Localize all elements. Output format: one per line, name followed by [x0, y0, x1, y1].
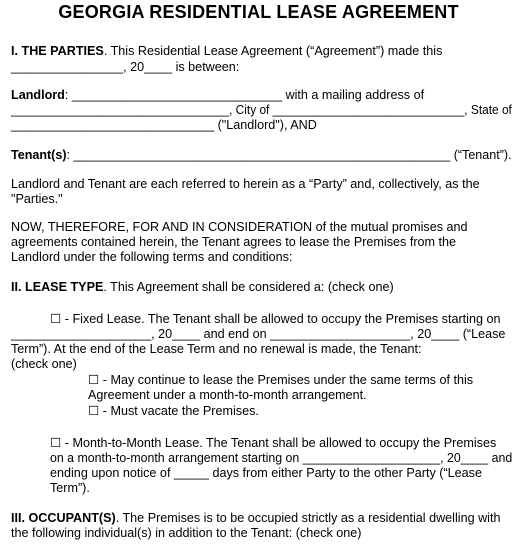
- fixed-lease-line-3: Term”). At the end of the Lease Term and no renewal is made, the Tenant:: [11, 342, 422, 356]
- fixed-option-2-line: [88, 404, 259, 419]
- occupants-text: . The Premises is to be occupied strictly as a residential dwelling with: [115, 511, 501, 525]
- landlord-name-field: : ______________________________ with a mailing address of: [64, 88, 425, 102]
- vacate-premises-checkbox[interactable]: ☐: [88, 404, 100, 418]
- party-def-line-2: "Parties.": [11, 192, 63, 206]
- consideration-line-3: Landlord under the following terms and conditions:: [11, 250, 293, 264]
- lease-type-text: . This Agreement shall be considered a: (check one): [103, 280, 394, 294]
- fixed-lease-text: - Fixed Lease. The Tenant shall be allowed to occupy the Premises starting on: [61, 312, 501, 326]
- party-def-line-1: Landlord and Tenant are each referred to herein as a “Party” and, collectively, as the: [11, 177, 480, 191]
- month-to-month-continue-checkbox[interactable]: ☐: [88, 373, 100, 387]
- lease-type-heading: II. LEASE TYPE: [11, 280, 104, 294]
- landlord-label: Landlord: [11, 88, 65, 102]
- monthly-lease-line-2: on a month-to-month arrangement starting on ____________________, 20____ and: [50, 451, 513, 465]
- occupants-line-2: the following individual(s) in addition to the Tenant: (check one): [11, 526, 362, 540]
- monthly-lease-line-1: [50, 436, 496, 451]
- parties-line-2: ________________, 20____ is between:: [11, 60, 240, 74]
- consideration-line-1: NOW, THEREFORE, FOR AND IN CONSIDERATION of the mutual promises and: [11, 220, 468, 234]
- parties-heading: I. THE PARTIES: [11, 44, 104, 58]
- monthly-lease-text: - Month-to-Month Lease. The Tenant shall be allowed to occupy the Premises: [61, 436, 497, 450]
- fixed-lease-line-2: ____________________, 20____ and end on ____________________, 20____ (“Lease: [11, 327, 506, 341]
- fixed-lease-line-4: (check one): [11, 357, 77, 371]
- landlord-line-2: _________________________________, City of _____________________________, State of: [11, 103, 512, 117]
- fixed-lease-line-1: [50, 312, 500, 327]
- monthly-lease-line-3: ending upon notice of _____ days from either Party to the other Party (“Lease: [50, 466, 482, 480]
- landlord-line-3: _____________________________ ("Landlord"), AND: [11, 118, 317, 132]
- fixed-option-1-text: - May continue to lease the Premises under the same terms of this: [99, 373, 474, 387]
- fixed-lease-checkbox[interactable]: ☐: [50, 312, 62, 326]
- occupants-line-1: [11, 511, 500, 526]
- consideration-line-2: agreements contained herein, the Tenant agrees to lease the Premises from the: [11, 235, 457, 249]
- tenant-name-field: : ______________________________________________________ (“Tenant”).: [66, 148, 512, 162]
- parties-line-1: [11, 44, 442, 59]
- fixed-option-1-line-2: Agreement under a month-to-month arrangement.: [88, 388, 367, 402]
- fixed-option-2-text: - Must vacate the Premises.: [99, 404, 259, 418]
- landlord-line-1: [11, 88, 424, 103]
- document-title: GEORGIA RESIDENTIAL LEASE AGREEMENT: [58, 2, 459, 22]
- tenant-label: Tenant(s): [11, 148, 67, 162]
- lease-type-line: [11, 280, 394, 295]
- occupants-heading: III. OCCUPANT(S): [11, 511, 116, 525]
- parties-text: . This Residential Lease Agreement (“Agreement”) made this: [103, 44, 443, 58]
- tenant-line: [11, 148, 512, 163]
- monthly-lease-checkbox[interactable]: ☐: [50, 436, 62, 450]
- monthly-lease-line-4: Term”).: [50, 481, 90, 495]
- fixed-option-1-line-1: [88, 373, 473, 388]
